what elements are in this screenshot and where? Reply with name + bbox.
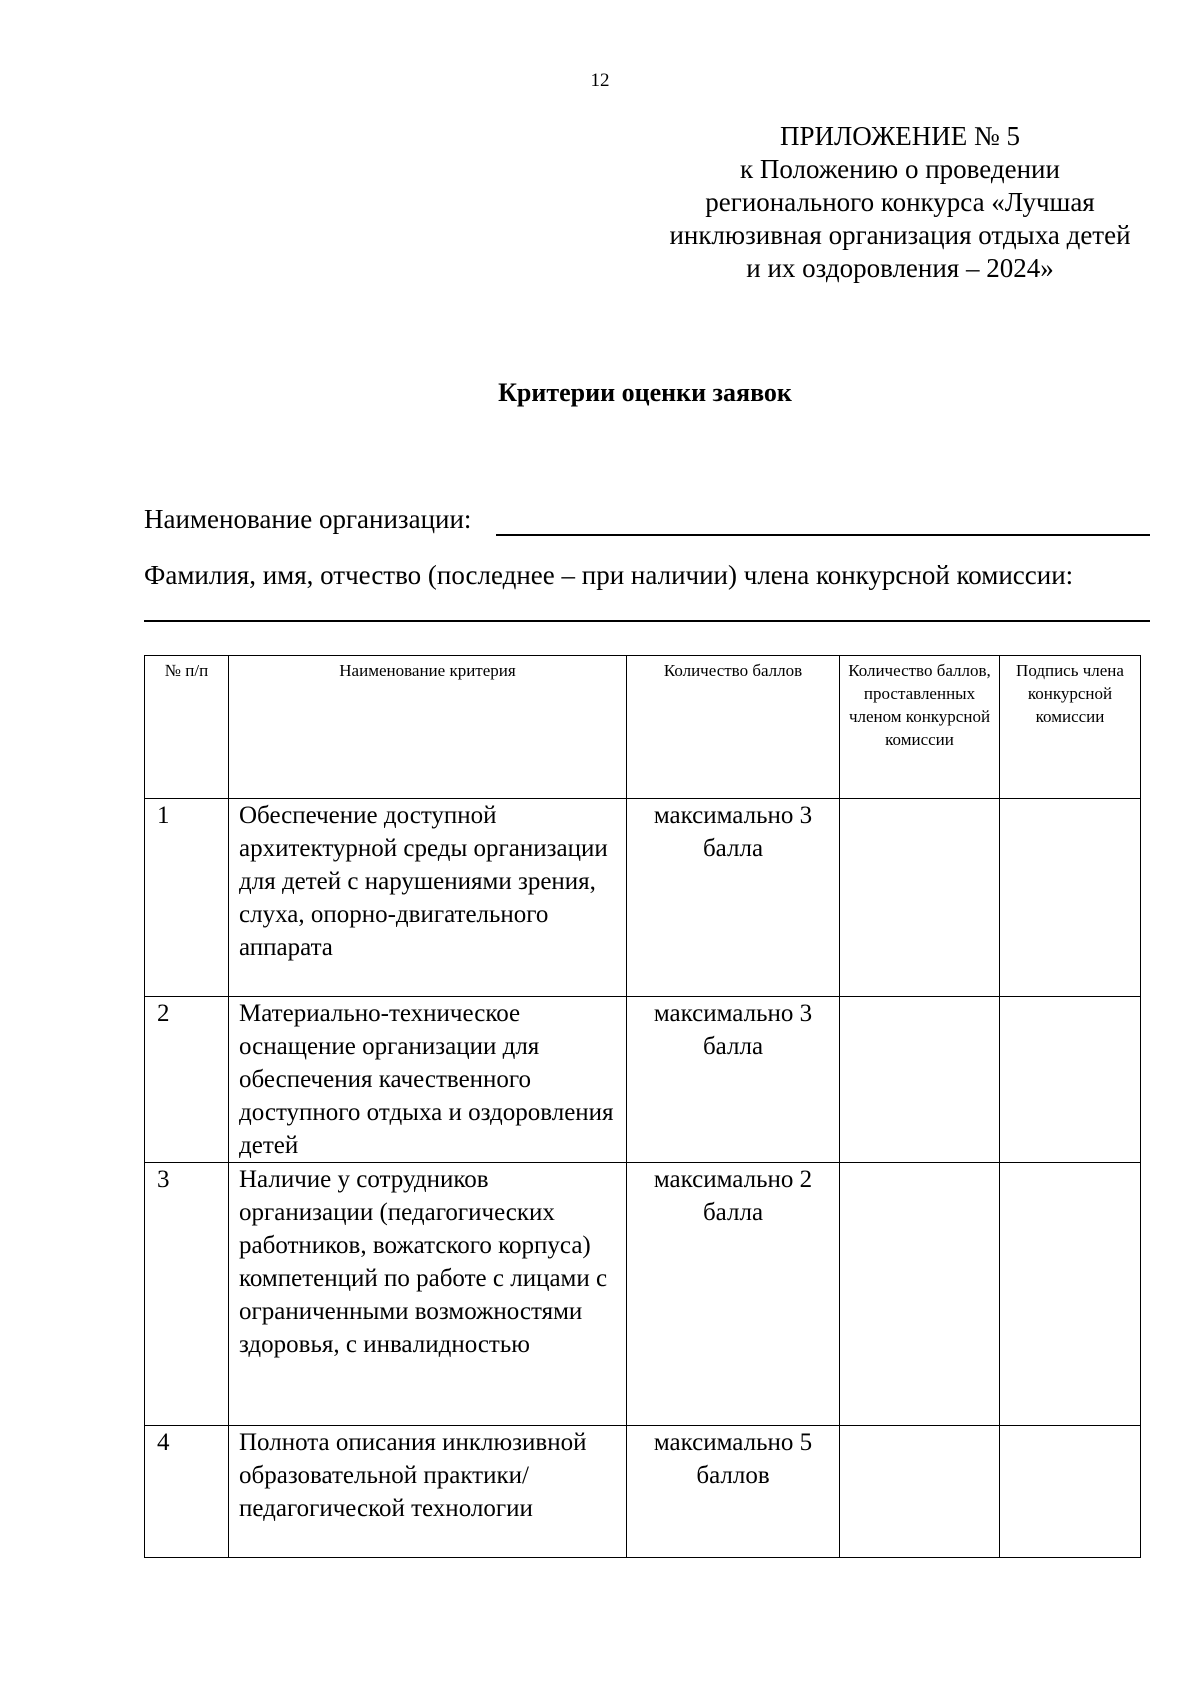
row-criterion: Материально-техническое оснащение организации для обеспечения качественного доступного отдыха и оздоровления детей — [229, 997, 627, 1163]
row-number: 4 — [145, 1426, 229, 1558]
appendix-line: инклюзивная организация отдыха детей — [669, 220, 1131, 250]
page-number: 12 — [590, 70, 610, 91]
table-row — [145, 1426, 1141, 1558]
header-number: № п/п — [145, 656, 229, 799]
commission-member-blank-line[interactable] — [144, 620, 1150, 622]
table-row — [145, 799, 1141, 997]
row-number: 1 — [145, 799, 229, 997]
row-max-points: максимально 3 балла — [627, 799, 840, 997]
row-criterion: Обеспечение доступной архитектурной среды организации для детей с нарушениями зрения, слуха, опорно-двигательного аппарата — [229, 799, 627, 997]
table-row — [145, 997, 1141, 1163]
row-points-given-cell[interactable] — [840, 997, 1000, 1163]
appendix-line: к Положению о проведении — [740, 154, 1060, 184]
row-points-given-cell[interactable] — [840, 799, 1000, 997]
organization-blank-line[interactable] — [496, 534, 1150, 536]
criteria-table — [144, 655, 1141, 1558]
row-max-points: максимально 5 баллов — [627, 1426, 840, 1558]
row-signature-cell[interactable] — [1000, 997, 1141, 1163]
appendix-line: регионального конкурса «Лучшая — [705, 187, 1095, 217]
row-number: 3 — [145, 1163, 229, 1426]
row-signature-cell[interactable] — [1000, 799, 1141, 997]
table-header-row — [145, 656, 1141, 799]
row-criterion: Полнота описания инклюзивной образовательной практики/педагогической технологии — [229, 1426, 627, 1558]
row-signature-cell[interactable] — [1000, 1426, 1141, 1558]
row-signature-cell[interactable] — [1000, 1163, 1141, 1426]
table-row — [145, 1163, 1141, 1426]
row-number: 2 — [145, 997, 229, 1163]
row-points-given-cell[interactable] — [840, 1426, 1000, 1558]
document-title: Критерии оценки заявок — [498, 378, 792, 407]
appendix-header — [640, 120, 1160, 285]
header-criterion: Наименование критерия — [229, 656, 627, 799]
header-points-given: Количество баллов, проставленных членом конкурсной комиссии — [840, 656, 1000, 799]
appendix-line: и их оздоровления – 2024» — [746, 253, 1054, 283]
row-criterion: Наличие у сотрудников организации (педагогических работников, вожатского корпуса) компетенций по работе с лицами с ограниченными возможностями здоровья, с инвалидностью — [229, 1163, 627, 1426]
row-points-given-cell[interactable] — [840, 1163, 1000, 1426]
row-max-points: максимально 3 балла — [627, 997, 840, 1163]
header-signature: Подпись члена конкурсной комиссии — [1000, 656, 1141, 799]
organization-label: Наименование организации: — [144, 504, 472, 534]
header-points: Количество баллов — [627, 656, 840, 799]
commission-member-label: Фамилия, имя, отчество (последнее – при наличии) члена конкурсной комиссии: — [144, 560, 1074, 590]
appendix-line: ПРИЛОЖЕНИЕ № 5 — [779, 121, 1021, 151]
row-max-points: максимально 2 балла — [627, 1163, 840, 1426]
